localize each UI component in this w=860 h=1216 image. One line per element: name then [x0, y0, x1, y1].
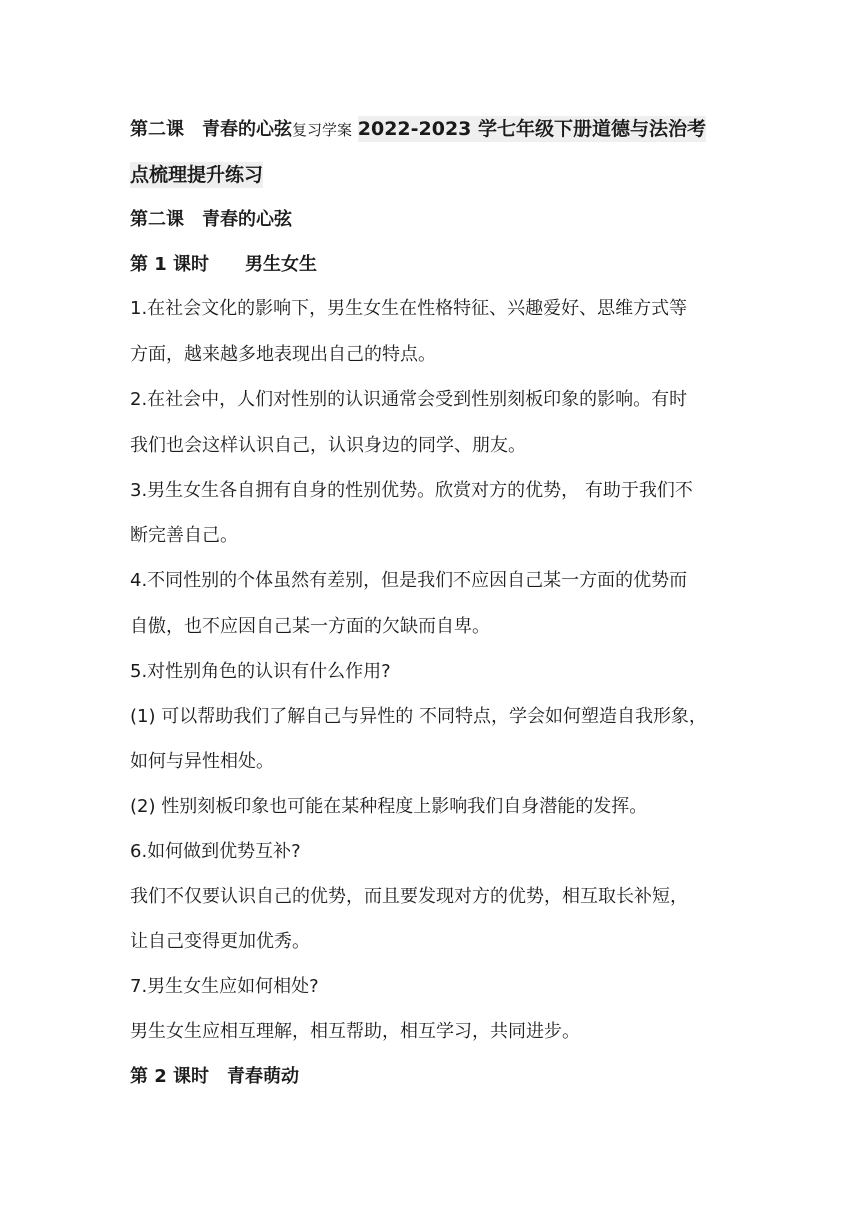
title-highlight-text-continued: 点梳理提升练习 — [130, 164, 264, 186]
body-line-16: 7.男生女生应如何相处? — [130, 976, 319, 997]
chapter-heading: 第二课 青春的心弦 — [130, 209, 292, 230]
body-line-10: (1) 可以帮助我们了解自己与异性的 不同特点，学会如何塑造自我形象， — [130, 706, 707, 727]
document-title-line-2 — [130, 162, 263, 189]
body-line-12: (2) 性别刻板印象也可能在某种程度上影响我们自身潜能的发挥。 — [130, 796, 648, 817]
body-line-11: 如何与异性相处。 — [130, 751, 274, 772]
body-line-4: 我们也会这样认识自己，认识身边的同学、朋友。 — [130, 435, 526, 456]
body-line-2: 方面，越来越多地表现出自己的特点。 — [130, 344, 436, 365]
body-line-9: 5.对性别角色的认识有什么作用? — [130, 661, 391, 682]
document-title-line-1 — [130, 116, 706, 143]
body-line-7: 4.不同性别的个体虽然有差别，但是我们不应因自己某一方面的优势而 — [130, 570, 688, 591]
lesson-1-heading: 第 1 课时 男生女生 — [130, 254, 318, 275]
body-line-14: 我们不仅要认识自己的优势，而且要发现对方的优势，相互取长补短， — [130, 886, 688, 907]
title-review-label: 复习学案 — [292, 121, 353, 139]
body-line-8: 自傲，也不应因自己某一方面的欠缺而自卑。 — [130, 616, 490, 637]
body-line-1: 1.在社会文化的影响下，男生女生在性格特征、兴趣爱好、思维方式等 — [130, 298, 688, 319]
body-line-15: 让自己变得更加优秀。 — [130, 931, 310, 952]
title-lesson-name: 第二课 青春的心弦 — [130, 119, 292, 140]
body-line-3: 2.在社会中，人们对性别的认识通常会受到性别刻板印象的影响。有时 — [130, 389, 688, 410]
body-line-5: 3.男生女生各自拥有自身的性别优势。欣赏对方的优势， 有助于我们不 — [130, 480, 693, 501]
body-line-17: 男生女生应相互理解，相互帮助，相互学习，共同进步。 — [130, 1021, 580, 1042]
lesson-2-heading: 第 2 课时 青春萌动 — [130, 1066, 300, 1087]
body-line-13: 6.如何做到优势互补? — [130, 841, 301, 862]
body-line-6: 断完善自己。 — [130, 525, 238, 546]
title-highlight-text: 2022-2023 学七年级下册道德与法治考 — [357, 118, 707, 140]
